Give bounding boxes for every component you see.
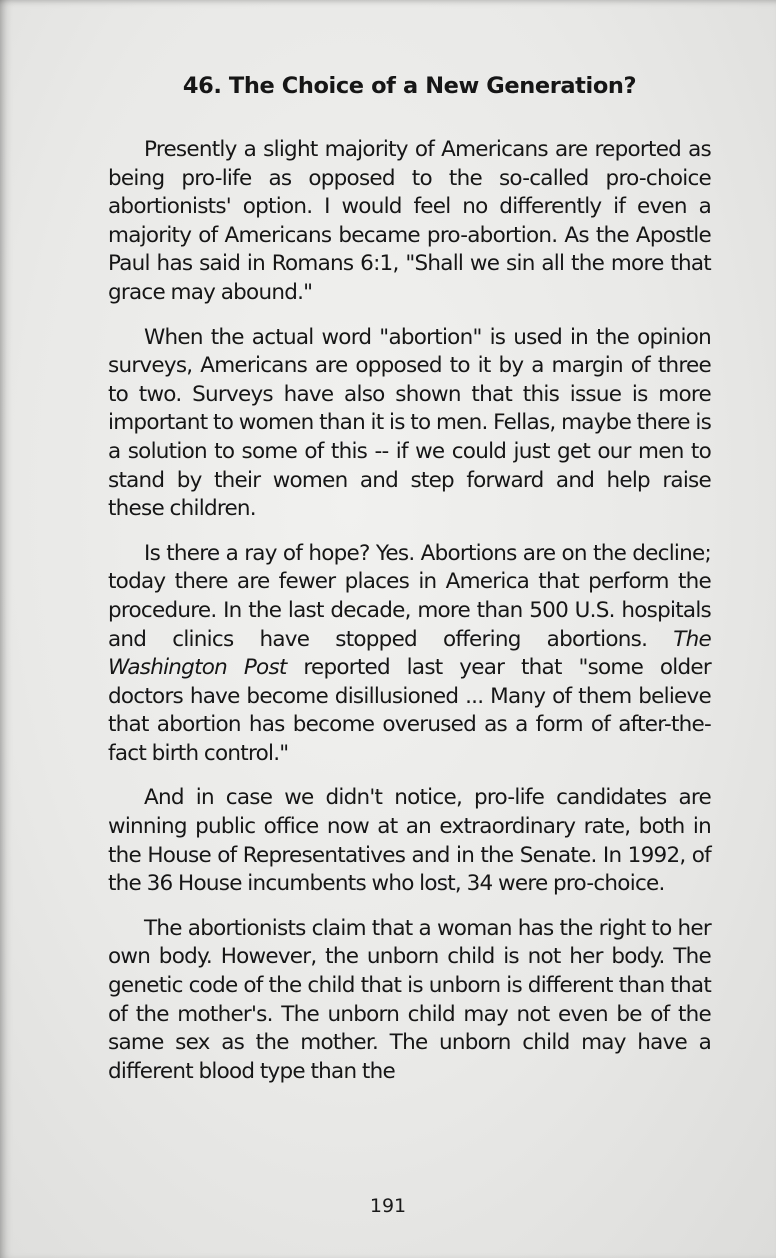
page-number: 191: [369, 1195, 407, 1217]
paragraph-genetic-code: The abortionists claim that a woman has the right to her own body. However, the unborn child is not her body. The genetic code of the child that is unborn is different than that of the mother's. The unborn child may not even be of the same sex as the mother. The unborn child may have a different blood type than the: [108, 915, 711, 1084]
paragraph-surveys: When the actual word "abortion" is used in the opinion surveys, Americans are opposed to it by a margin of three to two. Surveys have also shown that this issue is more important to women than it is to men. Fellas, maybe there is a solution to some of this -- if we could just get our men to stand by their women and step forward and help raise these children.: [108, 324, 712, 522]
paragraph-candidates: And in case we didn't notice, pro-life candidates are winning public office now at an extraordinary rate, both in the House of Representatives and in the Senate. In 1992, of the 36 House incumbents who lost, 34 were pro-choice.: [108, 785, 711, 897]
paragraph-majority: Presently a slight majority of Americans are reported as being pro-life as opposed to the so-called pro-choice abortionists' option. I would feel no differently if even a majority of Americans became pro-abortion. As the Apostle Paul has said in Romans 6:1, "Shall we sin all the more that grace may abound.": [108, 137, 711, 305]
paragraph-ray-of-hope: [108, 540, 711, 769]
paragraph-ray-of-hope-before: Is there a ray of hope? Yes. Abortions are on the decline; today there are fewer places in America that perform the procedure. In the last decade, more than 500 U.S. hospitals and clinics have stopped offering abortions.: [108, 540, 711, 652]
chapter-heading: 46. The Choice of a New Generation?: [182, 73, 637, 99]
page-content: [108, 66, 711, 1102]
newspaper-title: The Washington Post: [108, 626, 711, 681]
paragraph-ray-of-hope-after: reported last year that "some older doctors have become disillusioned ... Many of them believe that abortion has become overused as a form of after-the-fact birth control.": [108, 655, 711, 766]
